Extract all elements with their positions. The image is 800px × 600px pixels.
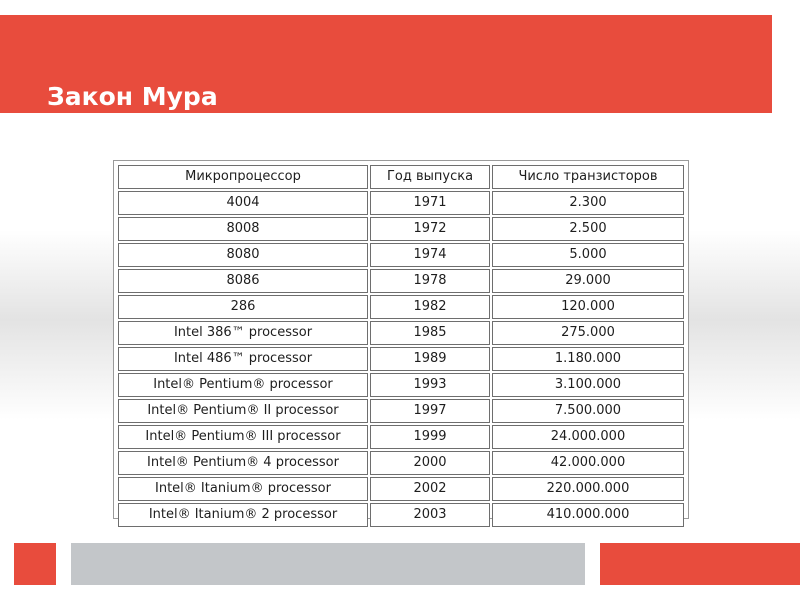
table-row bbox=[118, 295, 684, 319]
table-header-row bbox=[118, 165, 684, 189]
footer-red-bar bbox=[600, 543, 800, 585]
cell-processor: 8008 bbox=[118, 217, 368, 241]
header-processor: Микропроцессор bbox=[118, 165, 368, 189]
cell-year: 1971 bbox=[370, 191, 490, 215]
table-row bbox=[118, 477, 684, 501]
cell-processor: Intel® Pentium® II processor bbox=[118, 399, 368, 423]
cell-transistors: 42.000.000 bbox=[492, 451, 684, 475]
cell-processor: Intel® Pentium® processor bbox=[118, 373, 368, 397]
table-row bbox=[118, 373, 684, 397]
cell-year: 1999 bbox=[370, 425, 490, 449]
cell-year: 1982 bbox=[370, 295, 490, 319]
table-body bbox=[118, 191, 684, 527]
cell-transistors: 220.000.000 bbox=[492, 477, 684, 501]
table-row bbox=[118, 399, 684, 423]
cell-transistors: 5.000 bbox=[492, 243, 684, 267]
cell-processor: Intel 486™ processor bbox=[118, 347, 368, 371]
cell-year: 1989 bbox=[370, 347, 490, 371]
cell-processor: Intel® Pentium® 4 processor bbox=[118, 451, 368, 475]
cell-year: 1997 bbox=[370, 399, 490, 423]
table-row bbox=[118, 451, 684, 475]
header-year: Год выпуска bbox=[370, 165, 490, 189]
cell-processor: Intel® Itanium® processor bbox=[118, 477, 368, 501]
cell-processor: 4004 bbox=[118, 191, 368, 215]
cell-processor: Intel 386™ processor bbox=[118, 321, 368, 345]
cell-transistors: 2.500 bbox=[492, 217, 684, 241]
cell-year: 2002 bbox=[370, 477, 490, 501]
cell-transistors: 120.000 bbox=[492, 295, 684, 319]
cell-transistors: 2.300 bbox=[492, 191, 684, 215]
cell-year: 1993 bbox=[370, 373, 490, 397]
cell-transistors: 1.180.000 bbox=[492, 347, 684, 371]
cell-year: 1978 bbox=[370, 269, 490, 293]
table-row bbox=[118, 191, 684, 215]
cell-processor: Intel® Itanium® 2 processor bbox=[118, 503, 368, 527]
table-row bbox=[118, 321, 684, 345]
cell-transistors: 3.100.000 bbox=[492, 373, 684, 397]
table-row bbox=[118, 347, 684, 371]
moore-table-frame bbox=[113, 160, 689, 522]
cell-transistors: 29.000 bbox=[492, 269, 684, 293]
moore-law-table bbox=[116, 163, 686, 529]
cell-transistors: 24.000.000 bbox=[492, 425, 684, 449]
footer-gray-bar bbox=[71, 543, 585, 585]
slide-title: Закон Мура bbox=[47, 82, 218, 111]
cell-year: 2003 bbox=[370, 503, 490, 527]
table-row bbox=[118, 217, 684, 241]
table-row bbox=[118, 425, 684, 449]
cell-processor: Intel® Pentium® III processor bbox=[118, 425, 368, 449]
cell-processor: 8086 bbox=[118, 269, 368, 293]
table-row bbox=[118, 243, 684, 267]
table-row bbox=[118, 503, 684, 527]
cell-processor: 8080 bbox=[118, 243, 368, 267]
cell-year: 2000 bbox=[370, 451, 490, 475]
cell-processor: 286 bbox=[118, 295, 368, 319]
table-row bbox=[118, 269, 684, 293]
cell-year: 1974 bbox=[370, 243, 490, 267]
cell-transistors: 7.500.000 bbox=[492, 399, 684, 423]
cell-year: 1985 bbox=[370, 321, 490, 345]
footer-red-square bbox=[14, 543, 56, 585]
cell-year: 1972 bbox=[370, 217, 490, 241]
header-transistors: Число транзисторов bbox=[492, 165, 684, 189]
cell-transistors: 275.000 bbox=[492, 321, 684, 345]
cell-transistors: 410.000.000 bbox=[492, 503, 684, 527]
